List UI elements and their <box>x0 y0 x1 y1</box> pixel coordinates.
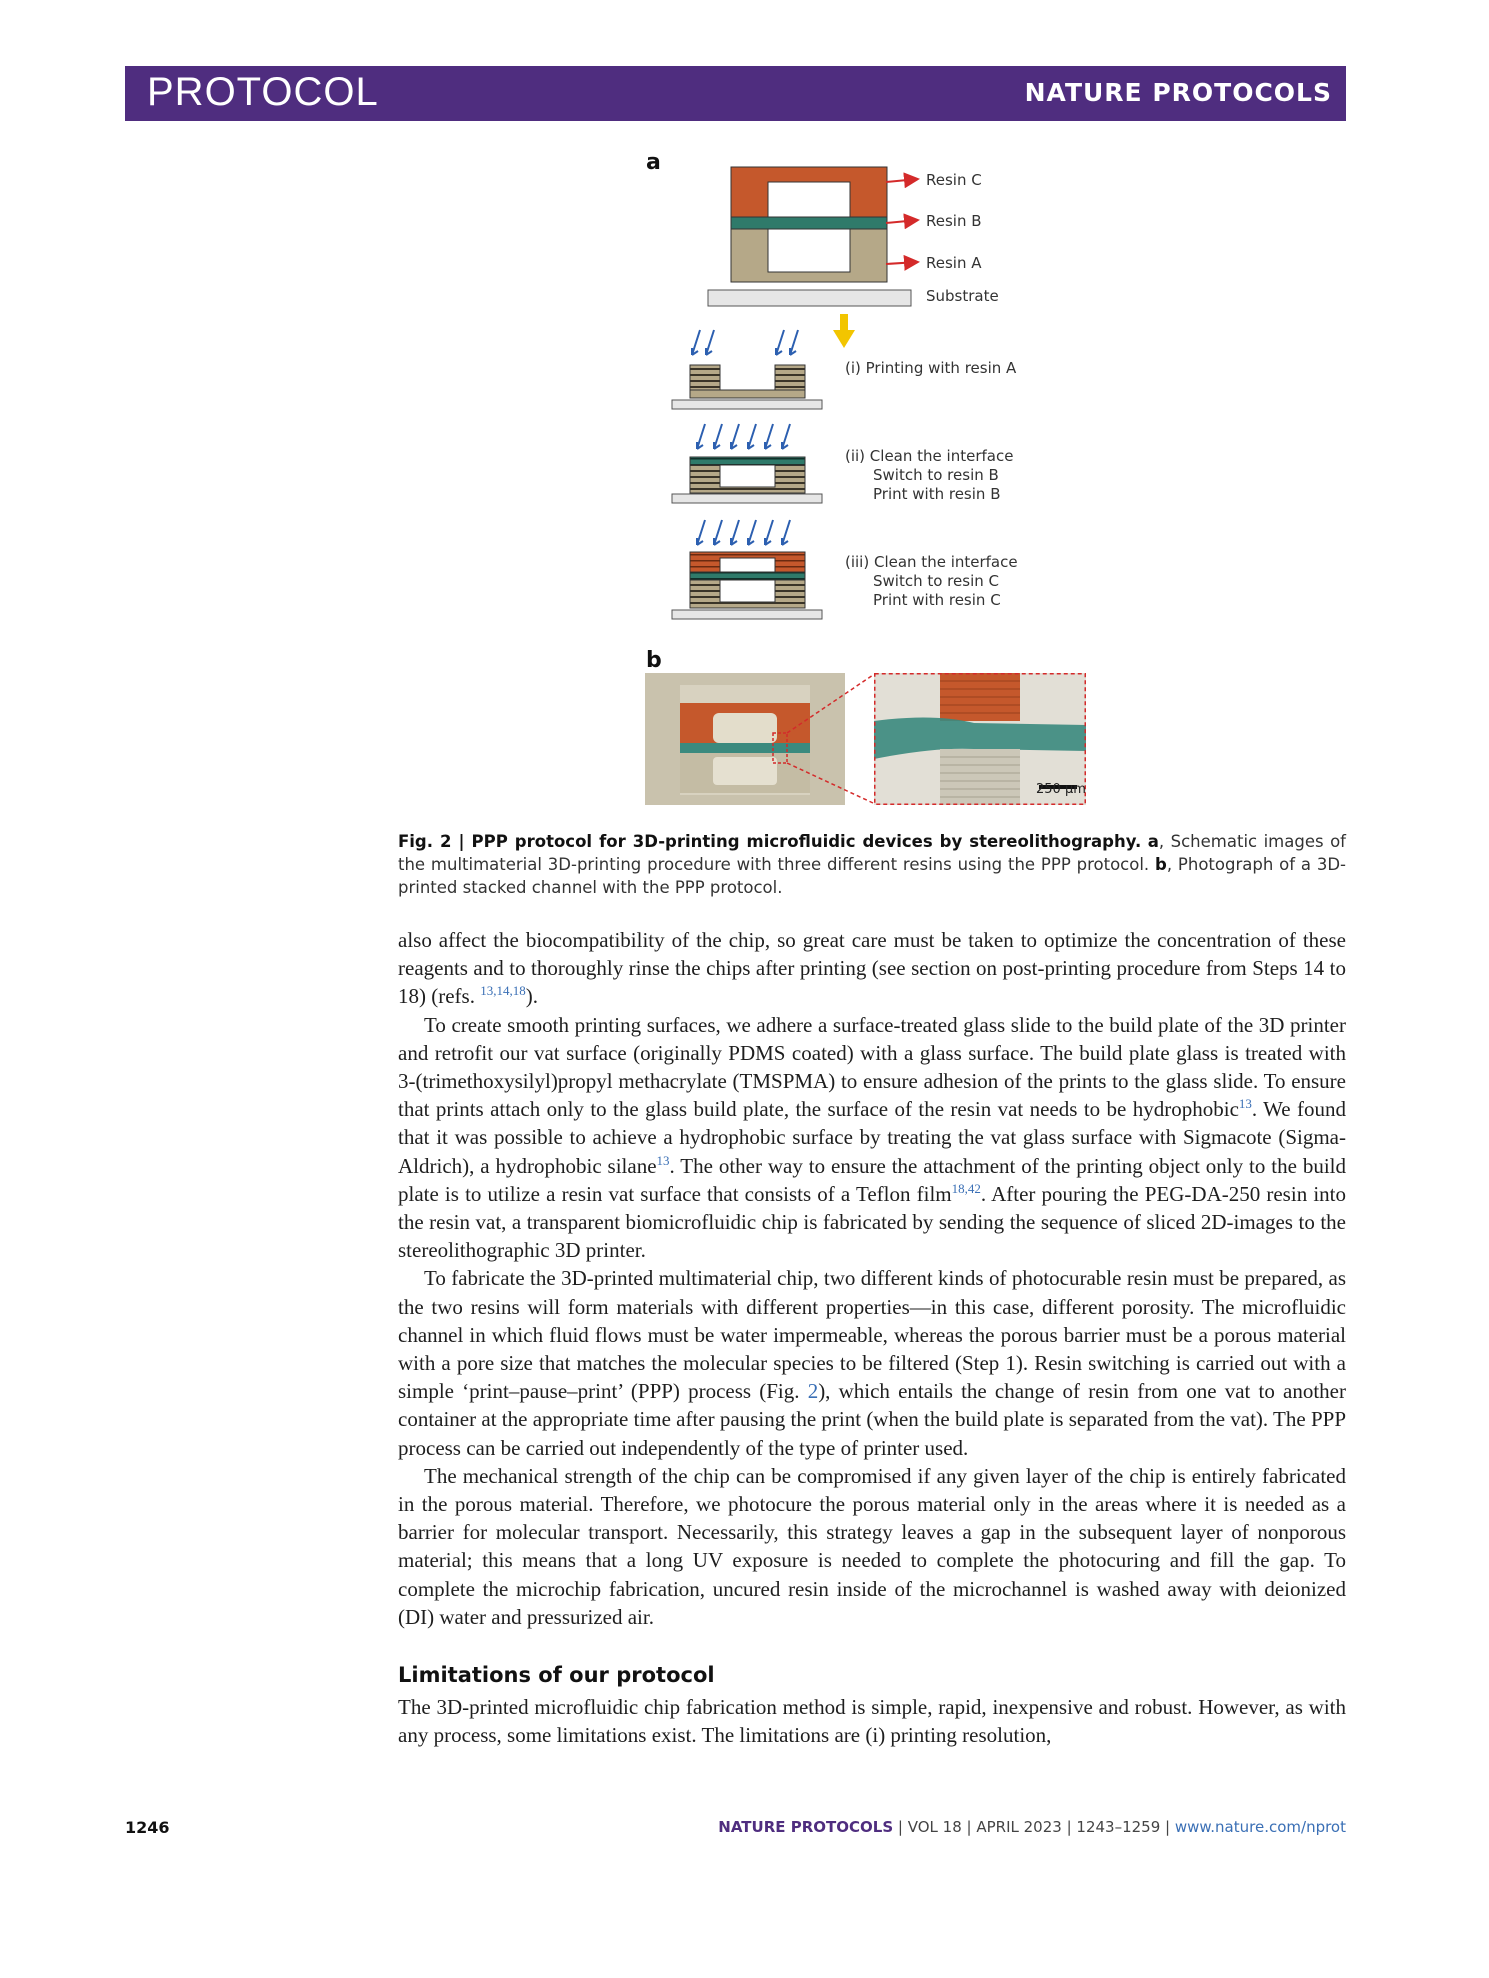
footer-sep: | <box>961 1818 977 1836</box>
arrow-resin-c <box>886 179 918 182</box>
step-ii-diagram <box>672 424 822 503</box>
zoom-lines <box>785 673 875 805</box>
p2-text-a: To create smooth printing surfaces, we adhere a surface-treated glass slide to the build plate of the 3D printer and retrofit our vat surface (originally PDMS coated) with a glass surface. The build plate glass is treated with 3-(trimethoxysilyl)propyl methacrylate (TMSPMA) to ensure adhesion of the prints to the glass slide. To ensure that prints attach only to the glass build plate, the surface of the resin vat needs to be hydrophobic <box>398 1012 1346 1122</box>
footer-url-link[interactable]: www.nature.com/nprot <box>1174 1818 1346 1836</box>
footer-citation <box>718 1818 1346 1836</box>
step-ii-line1: (ii) Clean the interface <box>845 447 1014 465</box>
fig-ref-link[interactable]: 2 <box>807 1379 819 1404</box>
footer-sep: | <box>893 1818 908 1836</box>
ref-link[interactable]: 13 <box>656 1152 670 1168</box>
page-number: 1246 <box>125 1818 170 1837</box>
p2-text-b: . We found that it was possible to achieve a hydrophobic surface by treating the vat glass surface with Sigmacote (Sigma-Aldrich), a hydrophobic silane <box>398 1097 1346 1178</box>
step-ii-line3: Print with resin B <box>873 485 1001 503</box>
p2-text-d: . After pouring the PEG-DA-250 resin into the resin vat, a transparent biomicrofluidic chip is fabricated by sending the sequence of sliced 2D-images to the stereolithographic 3D printer. <box>398 1181 1346 1263</box>
step-i-label: (i) Printing with resin A <box>845 359 1017 377</box>
ref-link[interactable]: 13,14,18 <box>480 983 526 999</box>
footer-sep: | <box>1160 1818 1175 1836</box>
layer-label-resin-c: Resin C <box>926 171 982 189</box>
caption-a-text: , Schematic images of the multimaterial 3D-printing procedure with three different resins using the PPP protocol. <box>398 832 1346 874</box>
layer-label-resin-b: Resin B <box>926 212 982 230</box>
caption-title: Fig. 2 | PPP protocol for 3D-printing microfluidic devices by stereolithography. <box>398 832 1142 851</box>
ref-link[interactable]: 18,42 <box>951 1180 981 1196</box>
paragraph-3 <box>398 1264 1346 1461</box>
body-text <box>398 926 1346 1750</box>
section-label: PROTOCOL <box>147 70 379 114</box>
step-i-diagram <box>672 330 822 409</box>
caption-a-letter: a <box>1147 832 1159 851</box>
p1-text: also affect the biocompatibility of the chip, so great care must be taken to optimize the concentration of these reagents and to thoroughly rinse the chips after printing (see section on post-printing procedure from Steps 14 to 18) (refs. <box>398 928 1346 1009</box>
panel-b-label: b <box>646 648 662 673</box>
p3-text-a: To fabricate the 3D-printed multimaterial chip, two different kinds of photocurable resin must be prepared, as the two resins will form materials with different properties—in this case, different porosity. The microfluidic channel in which fluid flows must be water impermeable, whereas the porous barrier must be a porous material with a pore size that matches the molecular species to be filtered (Step 1). Resin switching is carried out with a simple ‘print–pause–print’ (PPP) process (Fig. <box>398 1266 1346 1404</box>
p3-text-b: ), which entails the change of resin from one vat to another container at the appropriate time after pausing the print (when the build plate is separated from the vat). The PPP process can be carried out independently of the type of printer used. <box>398 1379 1346 1460</box>
step-ii-line2: Switch to resin B <box>873 466 999 484</box>
footer-sep: | <box>1061 1818 1077 1836</box>
yellow-down-arrow <box>833 314 855 348</box>
arrow-resin-b <box>886 220 918 223</box>
panel-a-label: a <box>646 150 661 175</box>
paragraph-1 <box>398 926 1346 1011</box>
paragraph-2 <box>398 1011 1346 1265</box>
paragraph-5: The 3D-printed microfluidic chip fabrication method is simple, rapid, inexpensive and robust. However, as with any process, some limitations exist. The limitations are (i) printing resolution, <box>398 1695 1346 1748</box>
footer-volume: VOL 18 <box>907 1818 962 1836</box>
header-band <box>125 66 1346 121</box>
section-heading: Limitations of our protocol <box>398 1663 715 1688</box>
arrow-resin-a <box>886 262 918 264</box>
footer-date: APRIL 2023 <box>976 1818 1062 1836</box>
scale-bar-label: 250 μm <box>1036 782 1086 797</box>
layer-label-substrate: Substrate <box>926 287 999 305</box>
ref-link[interactable]: 13 <box>1238 1096 1252 1112</box>
step-iii-diagram <box>672 520 822 619</box>
footer-journal: NATURE PROTOCOLS <box>718 1818 894 1836</box>
caption-b-text: , Photograph of a 3D-printed stacked channel with the PPP protocol. <box>398 855 1347 897</box>
layer-label-resin-a: Resin A <box>926 254 982 272</box>
footer-pages: 1243–1259 <box>1076 1818 1161 1836</box>
p2-text-c: . The other way to ensure the attachment of the printing object only to the build plate is to utilize a resin vat surface that consists of a Teflon film <box>398 1153 1346 1206</box>
paragraph-4: The mechanical strength of the chip can be compromised if any given layer of the chip is entirely fabricated in the porous material. Therefore, we photocure the porous material only in the areas where it is needed as a barrier for molecular transport. Necessarily, this strategy leaves a gap in the subsequent layer of nonporous material; this means that a long UV exposure is needed to complete the photocuring and fill the gap. To complete the microchip fabrication, uncured resin inside of the microchannel is washed away with deionized (DI) water and pressurized air. <box>398 1463 1346 1629</box>
step-iii-line1: (iii) Clean the interface <box>845 553 1018 571</box>
stack-main <box>708 167 911 306</box>
caption-b-letter: b <box>1155 855 1167 874</box>
step-iii-line3: Print with resin C <box>873 591 1001 609</box>
journal-name: NATURE PROTOCOLS <box>1024 78 1332 107</box>
p1-end: ). <box>525 984 538 1009</box>
figure-caption <box>398 830 1346 899</box>
step-iii-line2: Switch to resin C <box>873 572 999 590</box>
